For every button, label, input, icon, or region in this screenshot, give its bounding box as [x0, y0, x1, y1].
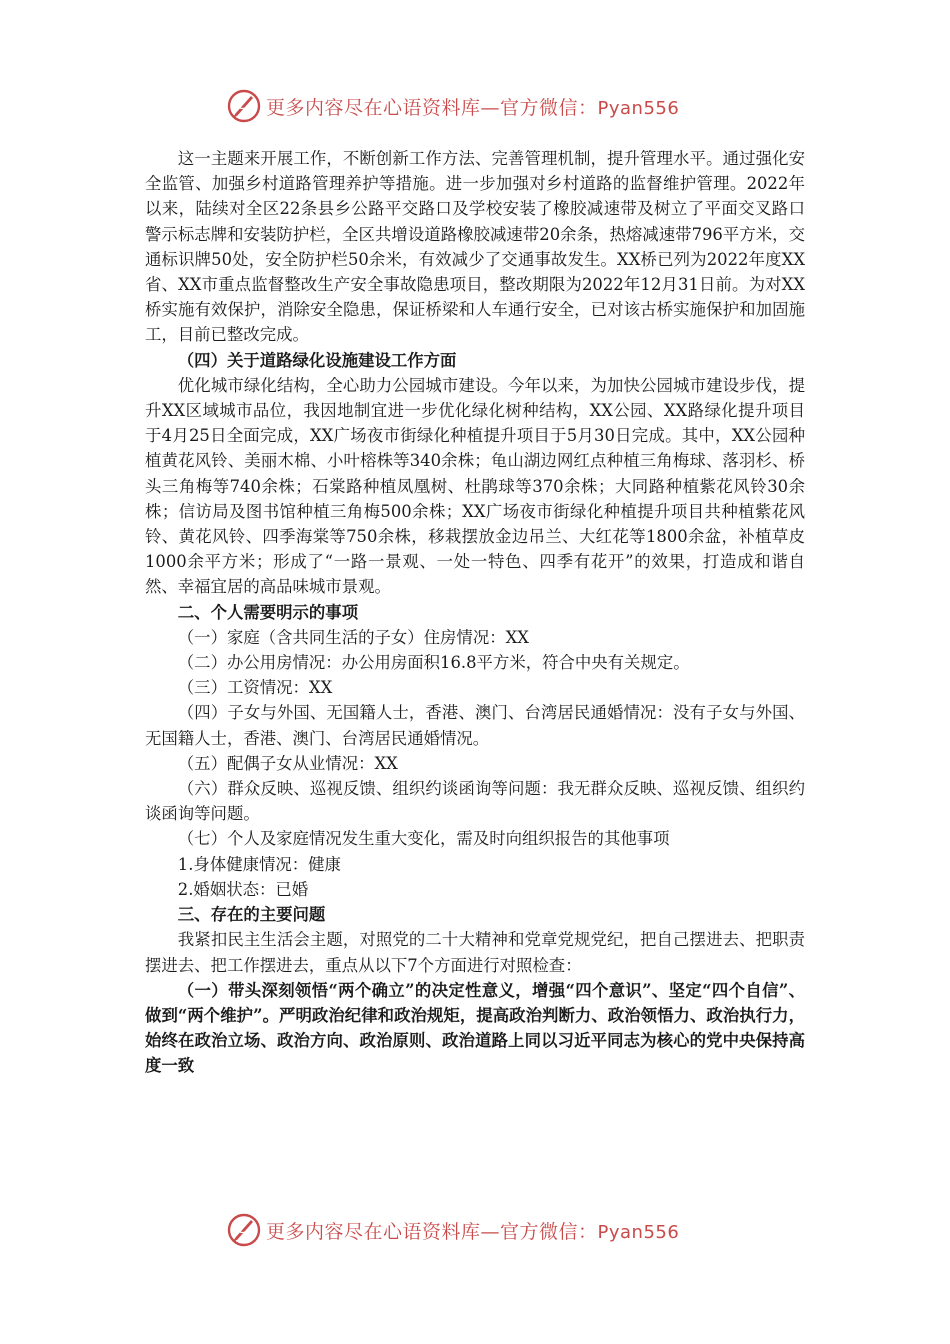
list-item: 1.身体健康情况：健康	[177, 854, 341, 874]
section-heading: 二、个人需要明示的事项	[177, 602, 359, 622]
footer-watermark-banner	[226, 1210, 746, 1250]
bold-paragraph: （一）带头深刻领悟“两个确立”的决定性意义，增强“四个意识”、坚定“四个自信”、做到“两个维护”。严明政治纪律和政治规矩，提高政治判断力、政治领悟力、政治执行力，始终在政治立场、政治方向、政治原则、政治道路上同以习近平同志为核心的党中央保持高度一致	[145, 980, 805, 1076]
list-item: （五）配偶子女从业情况：XX	[177, 753, 398, 773]
quill-logo-icon	[226, 88, 262, 124]
header-watermark-banner	[226, 86, 746, 126]
section-heading: （四）关于道路绿化设施建设工作方面	[177, 350, 457, 370]
list-item: 2.婚姻状态：已婚	[177, 879, 309, 899]
list-item: （二）办公用房情况：办公用房面积16.8平方米，符合中央有关规定。	[177, 653, 690, 673]
body-paragraph: 我紧扣民主生活会主题，对照党的二十大精神和党章党规党纪，把自己摆进去、把职责摆进去、把工作摆进去，重点从以下7个方面进行对照检查：	[145, 930, 805, 975]
body-paragraph: 优化城市绿化结构，全心助力公园城市建设。今年以来，为加快公园城市建设步伐，提升XX区域城市品位，我因地制宜进一步优化绿化树种结构，XX公园、XX路绿化提升项目于4月25日全面完成，XX广场夜市街绿化种植提升项目于5月30日完成。其中，XX公园种植黄花风铃、美丽木棉、小叶榕株等340余株；龟山湖边网红点种植三角梅球、落羽杉、桥头三角梅等740余株；石棠路种植凤凰树、杜鹃球等370余株；大同路种植紫花风铃30余株；信访局及图书馆种植三角梅500余株；XX广场夜市街绿化种植提升项目共种植紫花风铃、黄花风铃、四季海棠等750余株，移栽摆放金边吊兰、大红花等1800余盆，补植草皮1000余平方米；形成了“一路一景观、一处一特色、四季有花开”的效果，打造成和谐自然、幸福宜居的高品味城市景观。	[145, 375, 805, 597]
list-item: （一）家庭（含共同生活的子女）住房情况：XX	[177, 627, 529, 647]
banner-text: 更多内容尽在心语资料库—官方微信：Pyan556	[266, 96, 680, 119]
list-item: （四）子女与外国、无国籍人士，香港、澳门、台湾居民通婚情况：没有子女与外国、无国籍人士，香港、澳门、台湾居民通婚情况。	[145, 703, 805, 748]
list-item: （六）群众反映、巡视反馈、组织约谈函询等问题：我无群众反映、巡视反馈、组织约谈函询等问题。	[145, 779, 805, 824]
section-heading: 三、存在的主要问题	[177, 905, 326, 925]
list-item: （七）个人及家庭情况发生重大变化，需及时向组织报告的其他事项	[177, 829, 670, 849]
quill-logo-icon	[226, 1212, 262, 1248]
document-body	[145, 146, 805, 1079]
banner-text: 更多内容尽在心语资料库—官方微信：Pyan556	[266, 1220, 680, 1243]
body-paragraph: 这一主题来开展工作，不断创新工作方法、完善管理机制，提升管理水平。通过强化安全监管、加强乡村道路管理养护等措施。进一步加强对乡村道路的监督维护管理。2022年以来，陆续对全区22条县乡公路平交路口及学校安装了橡胶减速带及树立了平面交叉路口警示标志牌和安装防护栏，全区共增设道路橡胶减速带20余条，热熔减速带796平方米，交通标识牌50处，安全防护栏50余米，有效减少了交通事故发生。XX桥已列为2022年度XX省、XX市重点监督整改生产安全事故隐患项目，整改期限为2022年12月31日前。为对XX桥实施有效保护，消除安全隐患，保证桥梁和人车通行安全，已对该古桥实施保护和加固施工，目前已整改完成。	[145, 149, 805, 345]
list-item: （三）工资情况：XX	[177, 678, 333, 698]
